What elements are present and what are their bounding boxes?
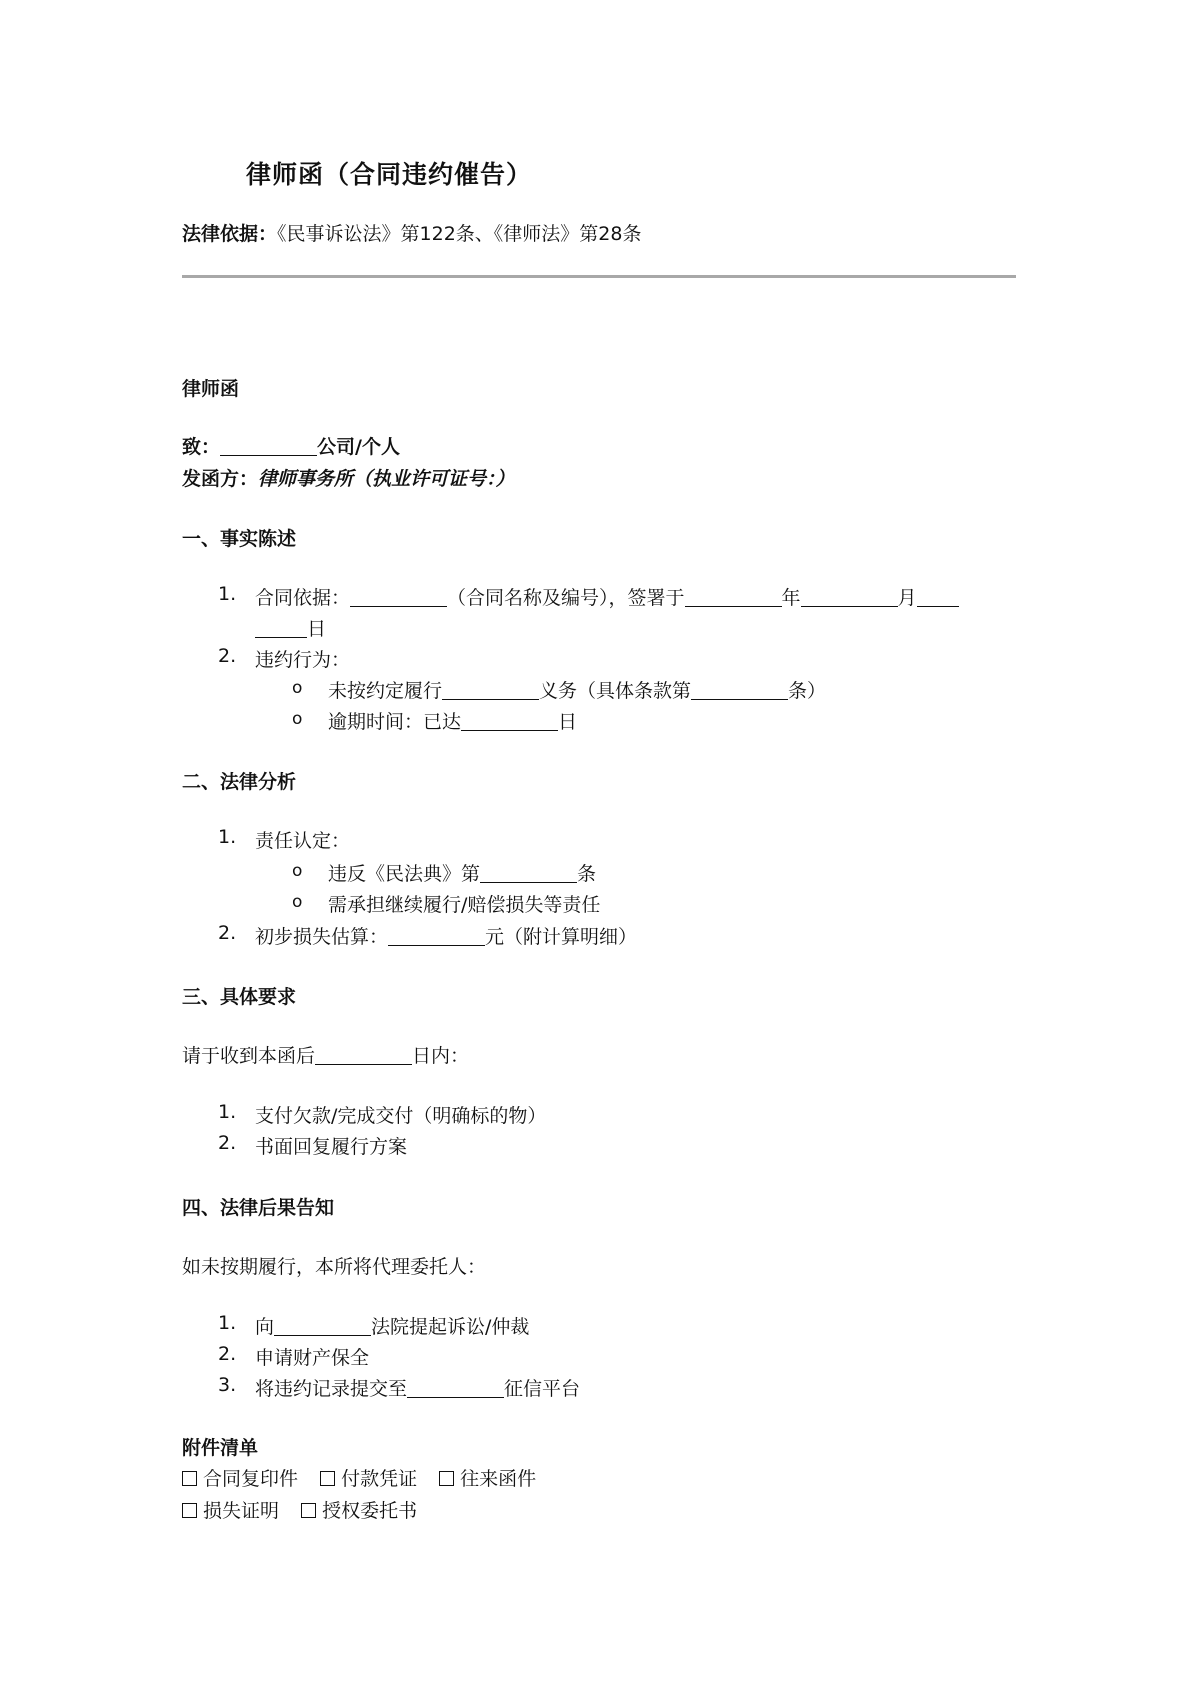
year-blank <box>685 586 782 607</box>
list-item-contract-basis <box>255 583 959 610</box>
sender-line <box>182 464 515 491</box>
text: 未按约定履行 <box>328 680 443 702</box>
day-blank-part1 <box>917 586 959 607</box>
deadline-days-blank <box>315 1044 412 1065</box>
sub-item-civil-code <box>328 859 596 886</box>
attachments-row-1 <box>182 1464 536 1491</box>
court-blank <box>274 1315 371 1336</box>
list-item-written-reply: 书面回复履行方案 <box>255 1136 408 1158</box>
consequences-intro: 如未按期履行，本所将代理委托人： <box>182 1256 487 1278</box>
loss-amount-blank <box>388 925 485 946</box>
attachment-label: 付款凭证 <box>341 1468 418 1490</box>
credit-platform-blank <box>407 1377 504 1398</box>
section-heading-consequences: 四、法律后果告知 <box>182 1197 335 1219</box>
text: 向 <box>255 1316 275 1338</box>
text: 征信平台 <box>504 1378 581 1400</box>
bullet-icon: o <box>292 678 303 698</box>
text: 条） <box>788 680 827 702</box>
list-number: 1. <box>218 583 237 605</box>
text: 将违约记录提交至 <box>255 1378 408 1400</box>
day-blank-part2 <box>255 617 307 638</box>
sub-item-responsibility: 需承担继续履行/赔偿损失等责任 <box>328 894 601 916</box>
section-heading-analysis: 二、法律分析 <box>182 771 297 793</box>
contract-name-blank <box>350 586 447 607</box>
text: 法院提起诉讼/仲裁 <box>371 1316 530 1338</box>
bullet-icon: o <box>292 892 303 912</box>
recipient-blank <box>220 435 317 456</box>
list-item-litigation <box>255 1312 529 1339</box>
checkbox-icon[interactable] <box>439 1471 454 1486</box>
text: 义务（具体条款第 <box>539 680 692 702</box>
obligation-blank <box>442 679 539 700</box>
legal-basis-label: 法律依据： <box>182 223 278 245</box>
text: 条 <box>577 863 597 885</box>
bullet-icon: o <box>292 709 303 729</box>
requirements-intro <box>182 1041 469 1068</box>
overdue-days-blank <box>461 710 558 731</box>
attachment-label: 合同复印件 <box>203 1468 299 1490</box>
text: 日 <box>307 618 327 640</box>
attachment-label: 损失证明 <box>203 1500 280 1522</box>
list-item-preservation: 申请财产保全 <box>255 1347 370 1369</box>
text: 逾期时间：已达 <box>328 711 462 733</box>
text: （合同名称及编号），签署于 <box>447 587 685 609</box>
list-number: 1. <box>218 1101 237 1123</box>
recipient-label: 致： <box>182 436 221 458</box>
attachment-label: 授权委托书 <box>322 1500 418 1522</box>
checkbox-icon[interactable] <box>301 1503 316 1518</box>
month-blank <box>801 586 898 607</box>
text: 元（附计算明细） <box>485 926 638 948</box>
text: 违反《民法典》第 <box>328 863 481 885</box>
text: 合同依据： <box>255 587 351 609</box>
document-title: 律师函（合同违约催告） <box>246 160 533 189</box>
section-heading-requirements: 三、具体要求 <box>182 986 297 1008</box>
attachment-label: 往来函件 <box>460 1468 537 1490</box>
list-number: 3. <box>218 1374 237 1396</box>
checkbox-icon[interactable] <box>182 1503 197 1518</box>
sub-item-obligation <box>328 676 826 703</box>
recipient-line <box>182 432 400 459</box>
legal-basis <box>182 219 641 246</box>
civil-code-article-blank <box>480 862 577 883</box>
list-item-credit-record <box>255 1374 580 1401</box>
list-number: 1. <box>218 1312 237 1334</box>
list-number: 2. <box>218 1132 237 1154</box>
sub-item-overdue <box>328 707 577 734</box>
text: 月 <box>897 587 917 609</box>
list-item-payment: 支付欠款/完成交付（明确标的物） <box>255 1105 547 1127</box>
list-number: 2. <box>218 1343 237 1365</box>
text: 请于收到本函后 <box>182 1045 316 1067</box>
list-number: 2. <box>218 645 237 667</box>
checkbox-icon[interactable] <box>182 1471 197 1486</box>
text: 初步损失估算： <box>255 926 389 948</box>
text: 日 <box>558 711 578 733</box>
bullet-icon: o <box>292 861 303 881</box>
checkbox-icon[interactable] <box>320 1471 335 1486</box>
list-item-loss-estimate <box>255 922 637 949</box>
letter-heading: 律师函 <box>182 378 240 400</box>
horizontal-divider <box>182 275 1016 278</box>
list-item-contract-basis-cont <box>255 614 326 641</box>
list-number: 1. <box>218 826 237 848</box>
attachments-row-2 <box>182 1496 417 1523</box>
sender-label: 发函方： <box>182 468 259 490</box>
text: 日内： <box>412 1045 470 1067</box>
list-item-liability: 责任认定： <box>255 830 351 852</box>
sender-value: 律师事务所（执业许可证号：） <box>258 468 515 490</box>
attachments-heading: 附件清单 <box>182 1437 259 1459</box>
text: 年 <box>781 587 801 609</box>
list-item-breach: 违约行为： <box>255 649 351 671</box>
clause-blank <box>691 679 788 700</box>
list-number: 2. <box>218 922 237 944</box>
section-heading-facts: 一、事实陈述 <box>182 528 297 550</box>
legal-basis-text: 《民事诉讼法》第122条、《律师法》第28条 <box>277 223 642 245</box>
recipient-suffix: 公司/个人 <box>317 436 400 458</box>
